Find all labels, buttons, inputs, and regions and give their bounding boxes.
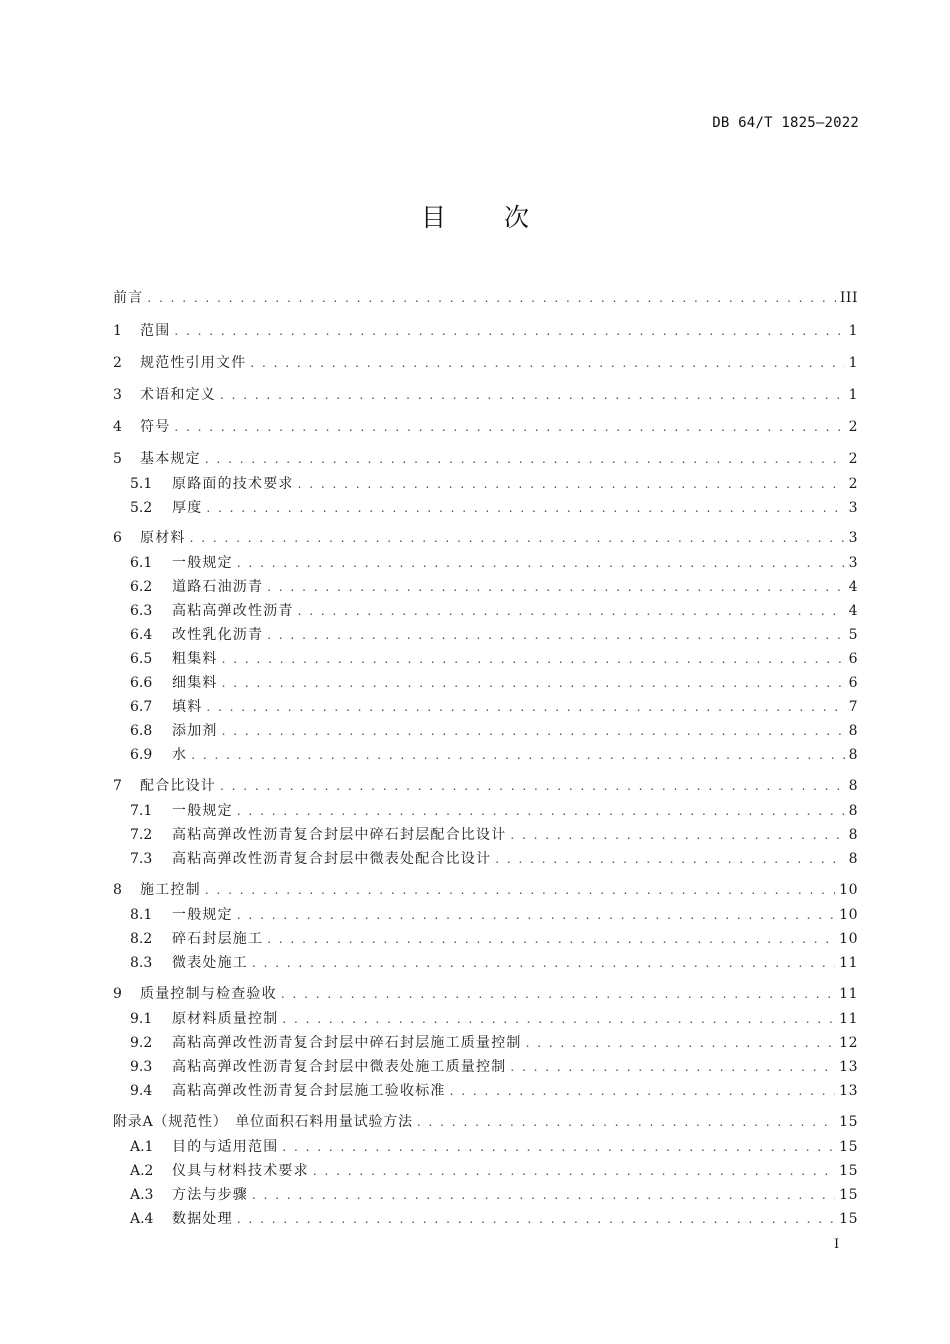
toc-leader [174,415,844,439]
toc-leader [191,743,844,767]
toc-number: 2 [113,355,122,371]
toc-page: 1 [848,323,858,339]
toc-page: 8 [848,827,858,843]
toc-number: 6.4 [130,627,153,643]
toc-label: 高粘高弹改性沥青复合封层中碎石封层施工质量控制 [172,1035,522,1051]
toc-number: 6.6 [130,675,153,691]
toc-entry-6-9[interactable] [113,743,858,767]
toc-leader [252,951,835,975]
title-char-2: 次 [504,203,530,232]
toc-label: 改性乳化沥青 [172,627,264,643]
toc-page: 15 [839,1163,858,1179]
toc-label: 道路石油沥青 [172,579,264,595]
toc-leader [510,1055,835,1079]
toc-number: A.4 [130,1211,154,1227]
toc-page: 3 [848,530,858,546]
toc-page: III [839,290,858,306]
toc-page: 8 [848,851,858,867]
toc-leader [205,878,835,902]
toc-page: 15 [839,1211,858,1227]
toc-label: 一般规定 [172,555,233,571]
toc-page: 8 [848,778,858,794]
toc-label: 水 [172,747,188,763]
toc-label: 碎石封层施工 [172,931,264,947]
toc-entry-7[interactable] [113,774,858,798]
toc-leader [417,1110,835,1134]
toc-number: 6.9 [130,747,153,763]
toc-number: A.1 [130,1139,154,1155]
toc-leader [250,351,844,375]
toc-label: 一般规定 [172,803,233,819]
toc-entry-4[interactable] [113,415,858,439]
toc-page: 13 [839,1083,858,1099]
toc-label: 符号 [140,419,171,435]
toc-entry-6-2[interactable] [113,575,858,599]
toc-leader [298,472,845,496]
toc-leader [222,671,845,695]
toc-number: 1 [113,323,122,339]
toc-entry-2[interactable] [113,351,858,375]
toc-page: 11 [839,955,858,971]
toc-entry-a-1[interactable] [113,1135,858,1159]
toc-label: 术语和定义 [140,387,216,403]
toc-page: 3 [848,555,858,571]
toc-page: 15 [839,1187,858,1203]
toc-leader [220,774,845,798]
toc-number: 7.2 [130,827,153,843]
toc-entry-6-4[interactable] [113,623,858,647]
title-char-1: 目 [420,203,446,232]
toc-label: 一般规定 [172,907,233,923]
toc-label: 厚度 [172,500,203,516]
toc-leader [281,982,835,1006]
toc-page: 2 [848,419,858,435]
toc-page: 10 [839,882,858,898]
toc-entry-appendix-a[interactable] [113,1110,858,1134]
toc-page: 5 [848,627,858,643]
toc-label: 高粘高弹改性沥青复合封层中微表处施工质量控制 [172,1059,507,1075]
toc-page: 1 [848,355,858,371]
toc-entry-6-7[interactable] [113,695,858,719]
toc-label: 细集料 [172,675,218,691]
toc-label: 高粘高弹改性沥青复合封层施工验收标准 [172,1083,446,1099]
toc-label: 方法与步骤 [172,1187,248,1203]
toc-leader [206,496,844,520]
toc-entry-foreword[interactable] [113,286,858,310]
toc-number: 8.2 [130,931,153,947]
toc-entry-1[interactable] [113,319,858,343]
toc-leader [237,799,845,823]
toc-page: 2 [848,451,858,467]
toc-entry-8-2[interactable] [113,927,858,951]
toc-number: 6.3 [130,603,153,619]
toc-number: 6.5 [130,651,153,667]
toc-label: 高粘高弹改性沥青复合封层中碎石封层配合比设计 [172,827,507,843]
toc-label: 高粘高弹改性沥青 [172,603,294,619]
toc-number: 9 [113,986,122,1002]
toc-entry-6[interactable] [113,526,858,550]
toc-number: 7 [113,778,122,794]
toc-number: 5.2 [130,500,153,516]
toc-page: 10 [839,907,858,923]
toc-label: 粗集料 [172,651,218,667]
toc-number: 8.1 [130,907,153,923]
toc-page: 6 [848,675,858,691]
toc-entry-9[interactable] [113,982,858,1006]
toc-label: 附录A（规范性） 单位面积石料用量试验方法 [113,1114,413,1130]
toc-entry-a-2[interactable] [113,1159,858,1183]
toc-page: 11 [839,1011,858,1027]
toc-page: 12 [839,1035,858,1051]
toc-leader [220,383,845,407]
toc-number: 6.2 [130,579,153,595]
toc-leader [222,719,845,743]
toc-page: 15 [839,1114,858,1130]
toc-number: 5.1 [130,476,153,492]
toc-entry-a-3[interactable] [113,1183,858,1207]
toc-number: 3 [113,387,122,403]
toc-entry-7-2[interactable] [113,823,858,847]
toc-page: 8 [848,747,858,763]
toc-number: 7.3 [130,851,153,867]
toc-label: 微表处施工 [172,955,248,971]
toc-entry-3[interactable] [113,383,858,407]
toc-number: 4 [113,419,122,435]
toc-number: 6.1 [130,555,153,571]
toc-leader [205,447,845,471]
toc-page: 4 [848,579,858,595]
toc-entry-7-3[interactable] [113,847,858,871]
toc-leader [298,599,845,623]
toc-leader [495,847,844,871]
toc-leader [206,695,844,719]
toc-number: 9.1 [130,1011,153,1027]
toc-number: 6.7 [130,699,153,715]
toc-number: 6.8 [130,723,153,739]
toc-entry-9-1[interactable] [113,1007,858,1031]
standard-code: DB 64/T 1825—2022 [712,115,859,131]
toc-label: 数据处理 [172,1211,233,1227]
toc-entry-9-4[interactable] [113,1079,858,1103]
toc-number: A.3 [130,1187,154,1203]
toc-number: A.2 [130,1163,154,1179]
toc-label: 基本规定 [140,451,201,467]
toc-label: 范围 [140,323,171,339]
toc-leader [526,1031,836,1055]
toc-entry-9-3[interactable] [113,1055,858,1079]
toc-leader [267,623,844,647]
page-number: I [834,1237,840,1252]
toc-label: 施工控制 [140,882,201,898]
toc-number: 8 [113,882,122,898]
toc-leader [237,1207,835,1231]
toc-number: 9.3 [130,1059,153,1075]
toc-leader [510,823,844,847]
toc-entry-8[interactable] [113,878,858,902]
toc-entry-6-6[interactable] [113,671,858,695]
toc-number: 9.2 [130,1035,153,1051]
toc-leader [450,1079,836,1103]
toc-page: 1 [848,387,858,403]
toc-page: 8 [848,723,858,739]
toc-leader [282,1135,835,1159]
toc-leader [190,526,845,550]
toc-label: 质量控制与检查验收 [140,986,277,1002]
toc-number: 8.3 [130,955,153,971]
toc-leader [267,927,835,951]
toc-page: 10 [839,931,858,947]
toc-label: 填料 [172,699,203,715]
toc-leader [222,647,845,671]
toc-leader [237,551,845,575]
toc-page: 11 [839,986,858,1002]
toc-label: 添加剂 [172,723,218,739]
toc-leader [267,575,844,599]
toc-label: 规范性引用文件 [140,355,247,371]
toc-page: 2 [848,476,858,492]
toc-number: 7.1 [130,803,153,819]
toc-number: 6 [113,530,122,546]
toc-entry-6-5[interactable] [113,647,858,671]
toc-page: 6 [848,651,858,667]
toc-page: 7 [848,699,858,715]
toc-entry-6-8[interactable] [113,719,858,743]
toc-label: 高粘高弹改性沥青复合封层中微表处配合比设计 [172,851,492,867]
toc-entry-9-2[interactable] [113,1031,858,1055]
toc-page: 8 [848,803,858,819]
toc-label: 配合比设计 [140,778,216,794]
toc-label: 原材料 [140,530,186,546]
toc-label: 仪具与材料技术要求 [172,1163,309,1179]
toc-label: 目的与适用范围 [172,1139,279,1155]
toc-entry-5-1[interactable] [113,472,858,496]
toc-page: 15 [839,1139,858,1155]
toc-leader [147,286,836,310]
toc-number: 9.4 [130,1083,153,1099]
toc-leader [252,1183,835,1207]
page-title [0,198,950,234]
toc-leader [174,319,844,343]
toc-entry-5-2[interactable] [113,496,858,520]
toc-entry-7-1[interactable] [113,799,858,823]
toc-entry-a-4[interactable] [113,1207,858,1231]
toc-page: 3 [848,500,858,516]
toc-label: 前言 [113,290,144,306]
toc-leader [237,903,835,927]
toc-label: 原材料质量控制 [172,1011,279,1027]
toc-entry-6-1[interactable] [113,551,858,575]
toc-number: 5 [113,451,122,467]
toc-leader [282,1007,835,1031]
toc-entry-5[interactable] [113,447,858,471]
toc-page: 4 [848,603,858,619]
toc-leader [313,1159,835,1183]
toc-entry-8-3[interactable] [113,951,858,975]
toc-label: 原路面的技术要求 [172,476,294,492]
toc-entry-8-1[interactable] [113,903,858,927]
toc-page: 13 [839,1059,858,1075]
toc-entry-6-3[interactable] [113,599,858,623]
